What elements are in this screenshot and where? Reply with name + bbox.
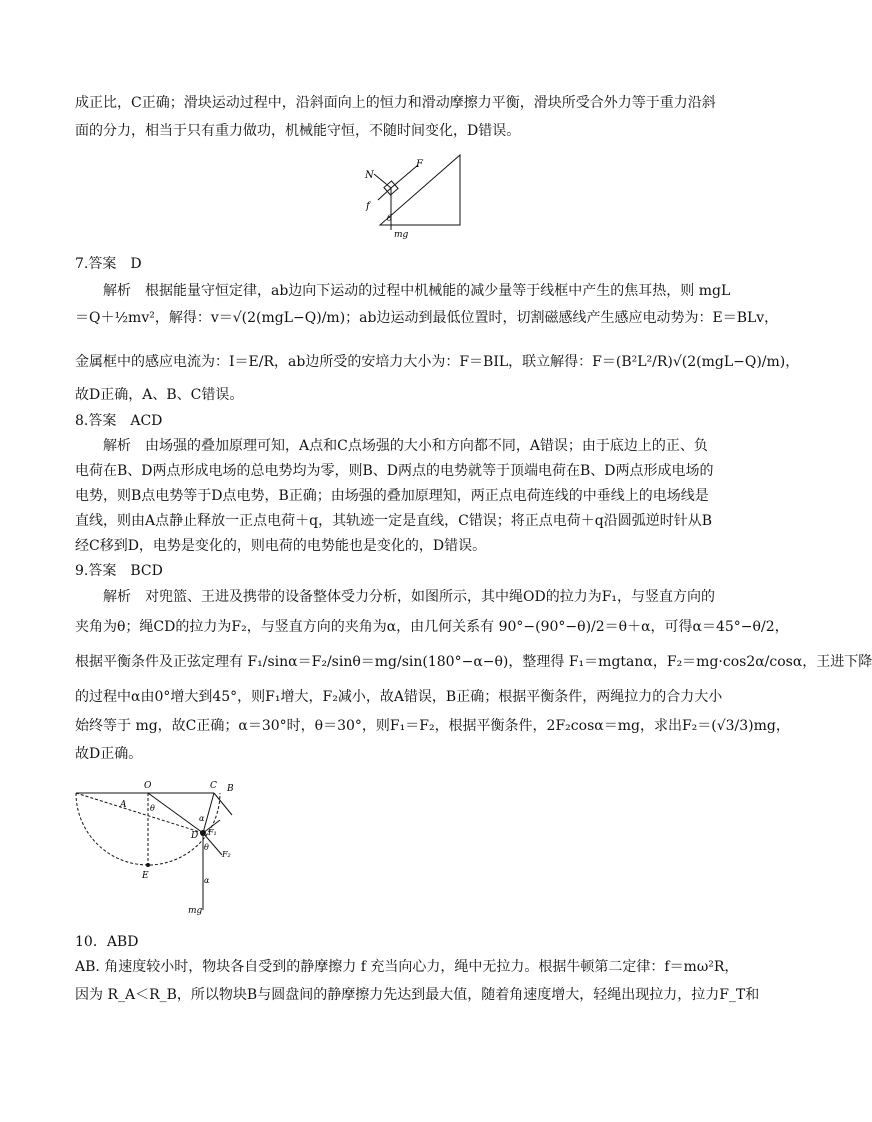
label-C: C: [210, 781, 217, 791]
answer-7: 7.答案 D: [75, 256, 142, 272]
label-B: B: [227, 784, 234, 794]
label-F1: F₁: [208, 828, 217, 837]
text-line: 电势，则B点电势等于D点电势，B正确；由场强的叠加原理知，两正点电荷连线的中垂线上的电场线是: [75, 488, 709, 504]
rope-CB: [214, 793, 232, 815]
rope-CD: [203, 793, 214, 833]
text-line: 解析 对兜篮、王进及携带的设备整体受力分析，如图所示，其中绳OD的拉力为F₁，与竖直方向的: [103, 589, 716, 605]
rope-OD: [148, 793, 203, 833]
label-f: f: [366, 201, 370, 212]
text-line: 直线，则由A点静止释放一正点电荷＋q，其轨迹一定是直线，C错误；将正点电荷＋q沿圆弧逆时针从B: [75, 513, 713, 529]
text-line: 面的分力，相当于只有重力做功，机械能守恒，不随时间变化，D错误。: [75, 123, 521, 139]
text-line: 始终等于 mg，故C正确；α＝30°时，θ＝30°，则F₁＝F₂，根据平衡条件，2F₂cosα＝mg，求出F₂＝(√3/3)mg，: [75, 718, 790, 734]
text-line: 故D正确，A、B、C错误。: [75, 387, 244, 403]
text-line: 故D正确。: [75, 746, 143, 762]
text-line: AB. 角速度较小时，物块各自受到的静摩擦力 f 充当向心力，绳中无拉力。根据牛顿第二定律：f＝mω²R，: [75, 959, 739, 975]
text-line: 成正比，C正确；滑块运动过程中，沿斜面向上的恒力和滑动摩擦力平衡，滑块所受合外力等于重力沿斜: [75, 95, 716, 111]
label-O: O: [144, 781, 152, 791]
normal-force-arrow: [374, 174, 391, 188]
label-E: E: [142, 871, 149, 881]
label-theta-top: θ: [150, 804, 155, 813]
label-mg: mg: [188, 906, 203, 916]
point-E: [146, 863, 150, 867]
point-D: [200, 830, 206, 836]
answer-10: 10．ABD: [75, 934, 139, 950]
label-F2: F₂: [222, 850, 231, 859]
text-line: 夹角为θ；绳CD的拉力为F₂，与竖直方向的夹角为α，由几何关系有 90°−(90°−θ)/2＝θ＋α，可得α＝45°−θ/2，: [75, 619, 789, 635]
text-line: 电荷在B、D两点形成电场的总电势均为零，则B、D两点的电势就等于顶端电荷在B、D两点形成电场的: [75, 463, 714, 479]
label-D: D: [191, 831, 199, 841]
label-theta: θ: [387, 214, 392, 223]
answer-8: 8.答案 ACD: [75, 413, 163, 429]
label-mg: mg: [394, 230, 409, 240]
text-line: 解析 根据能量守恒定律，ab边向下运动的过程中机械能的减少量等于线框中产生的焦耳热，则 mgL: [103, 283, 731, 299]
answer-9: 9.答案 BCD: [75, 563, 163, 579]
text-line: 金属框中的感应电流为：I＝E/R，ab边所受的安培力大小为：F＝BIL，联立解得：F＝(B²L²/R)√(2(mgL−Q)/m)，: [75, 354, 800, 370]
label-A: A: [120, 800, 127, 810]
label-alpha-top: α: [199, 814, 205, 823]
chord-AD: [76, 793, 203, 833]
label-F: F: [416, 159, 423, 170]
text-line: ＝Q＋½mv²，解得：v＝√(2(mgL−Q)/m)；ab边运动到最低位置时，切割磁感线产生感应电动势为：E＝BLv，: [75, 310, 779, 326]
text-line: 解析 由场强的叠加原理可知，A点和C点场强的大小和方向都不同，A错误；由于底边上的正、负: [103, 438, 708, 454]
incline-force-diagram: [360, 150, 470, 240]
text-line: 根据平衡条件及正弦定理有 F₁/sinα＝F₂/sinθ＝mg/sin(180°−α−θ)，整理得 F₁＝mgtanα，F₂＝mg·cos2α/cosα，王进下降: [75, 654, 872, 670]
applied-force-arrow: [391, 165, 418, 188]
label-N: N: [365, 170, 374, 181]
text-line: 的过程中α由0°增大到45°，则F₁增大，F₂减小，故A错误，B正确；根据平衡条件，两绳拉力的合力大小: [75, 689, 723, 705]
label-theta-bottom: θ: [204, 843, 209, 852]
text-line: 因为 R_A＜R_B，所以物块B与圆盘间的静摩擦力先达到最大值，随着角速度增大，轻绳出现拉力，拉力F_T和: [75, 987, 760, 1003]
label-alpha-bottom: α: [204, 876, 210, 885]
rope-force-diagram: [72, 775, 252, 915]
text-line: 经C移到D，电势是变化的，则电荷的电势能也是变化的，D错误。: [75, 538, 487, 554]
